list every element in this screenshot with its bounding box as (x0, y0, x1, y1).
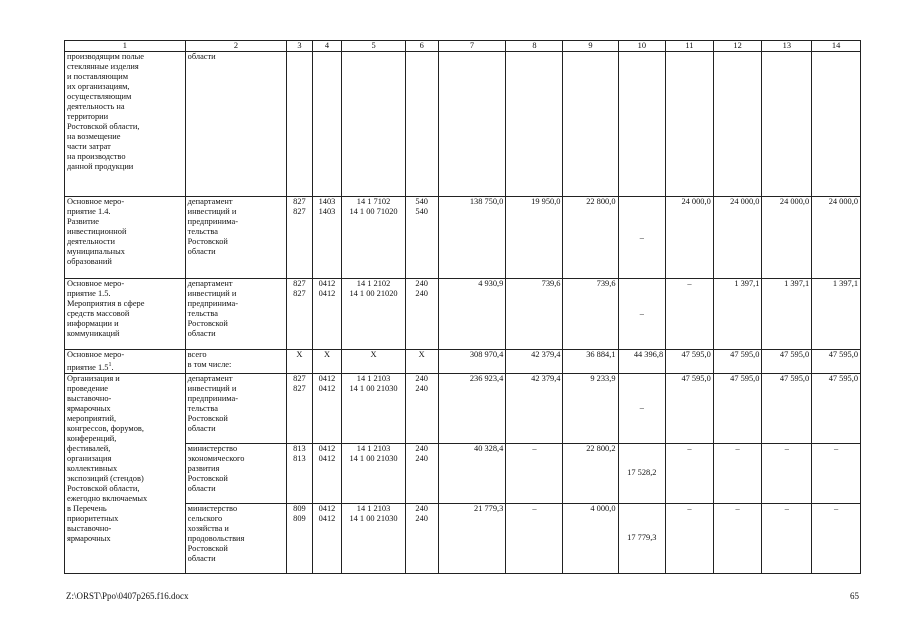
empty-cell (812, 52, 861, 197)
rzpr-cell: 0412 0412 (312, 373, 342, 443)
value-cell: 22 800,2 (563, 443, 618, 503)
csr-cell: 14 1 2103 14 1 00 21030 (342, 503, 406, 573)
header-cell: 13 (762, 41, 812, 52)
value-cell: – (713, 443, 762, 503)
empty-cell (506, 52, 563, 197)
value-cell: 42 379,4 (506, 373, 563, 443)
grbs-cell: 827 827 (287, 279, 312, 350)
value-cell: 24 000,0 (762, 197, 812, 279)
value-cell: – (762, 443, 812, 503)
value-cell: 47 595,0 (713, 350, 762, 374)
value-cell: – (506, 443, 563, 503)
value-cell: – (666, 503, 714, 573)
value-cell: – (666, 443, 714, 503)
executor-cell: министерство экономического развития Ростовской области (185, 443, 287, 503)
empty-cell (713, 52, 762, 197)
total-cell: 21 779,3 (438, 503, 506, 573)
total-cell: 308 970,4 (438, 350, 506, 374)
superscript: 1 (108, 362, 112, 368)
grbs-cell: 827 827 (287, 373, 312, 443)
header-cell: 10 (618, 41, 666, 52)
header-row (65, 41, 861, 52)
value-cell: 17 528,2 (618, 443, 666, 503)
total-cell: 40 328,4 (438, 443, 506, 503)
executor-cell: департамент инвестиций и предпринима- тельства Ростовской области (185, 279, 287, 350)
value-cell: 22 800,0 (563, 197, 618, 279)
empty-cell (438, 52, 506, 197)
table-row (65, 279, 861, 350)
executor-cell: департамент инвестиций и предпринима- тельства Ростовской области (185, 197, 287, 279)
header-cell: 7 (438, 41, 506, 52)
value-cell: – (713, 503, 762, 573)
value-cell: 9 233,9 (563, 373, 618, 443)
csr-cell: 14 1 7102 14 1 00 71020 (342, 197, 406, 279)
empty-cell (287, 52, 312, 197)
header-cell: 11 (666, 41, 714, 52)
grbs-cell: 813 813 (287, 443, 312, 503)
executor-cell: всего в том числе: (185, 350, 287, 374)
vr-cell: 240 240 (405, 503, 438, 573)
page-number: 65 (850, 591, 859, 601)
measure-name-cell: Основное меро- приятие 1.4. Развитие инвестиционной деятельности муниципальных образований (65, 197, 186, 279)
header-cell: 12 (713, 41, 762, 52)
value-cell: 1 397,1 (762, 279, 812, 350)
vr-cell: 540 540 (405, 197, 438, 279)
vr-cell: 240 240 (405, 443, 438, 503)
header-cell: 6 (405, 41, 438, 52)
grbs-cell: Х (287, 350, 312, 374)
executor-cell: министерство сельского хозяйства и продовольствия Ростовской области (185, 503, 287, 573)
rzpr-cell: 0412 0412 (312, 443, 342, 503)
measure-name-cell (65, 350, 186, 374)
value-cell: 47 595,0 (762, 373, 812, 443)
header-cell: 2 (185, 41, 287, 52)
value-cell: 24 000,0 (812, 197, 861, 279)
header-cell: 8 (506, 41, 563, 52)
value-cell: 36 884,1 (563, 350, 618, 374)
csr-cell: 14 1 2102 14 1 00 21020 (342, 279, 406, 350)
value-cell: 24 000,0 (666, 197, 714, 279)
header-cell: 3 (287, 41, 312, 52)
empty-cell (563, 52, 618, 197)
measure-name-cell: производящим полые стеклянные изделия и поставляющим их организациям, осуществляющим деятельность на территории Ростовской области, на возмещение части затрат на производство данной продукции (65, 52, 186, 197)
empty-cell (312, 52, 342, 197)
vr-cell: Х (405, 350, 438, 374)
header-cell: 5 (342, 41, 406, 52)
rzpr-cell: 0412 0412 (312, 279, 342, 350)
value-cell: – (762, 503, 812, 573)
total-cell: 236 923,4 (438, 373, 506, 443)
value-cell: – (618, 279, 666, 350)
value-cell: 739,6 (506, 279, 563, 350)
header-cell: 4 (312, 41, 342, 52)
value-cell: – (812, 503, 861, 573)
value-cell: 47 595,0 (666, 373, 714, 443)
measure-name-dot: . (111, 362, 114, 372)
vr-cell: 240 240 (405, 373, 438, 443)
table-row (65, 197, 861, 279)
value-cell: 47 595,0 (812, 350, 861, 374)
empty-cell (666, 52, 714, 197)
empty-cell (342, 52, 406, 197)
rzpr-cell: Х (312, 350, 342, 374)
measure-name-cell: Организация и проведение выставочно- ярмарочных мероприятий, конгрессов, форумов, конференций, фестивалей, организация коллективных экспозиций (стендов) Ростовской области, ежегодно включаемых в Перечень приоритетных выставочно- ярмарочных (65, 373, 186, 573)
file-path: Z:\ORST\Ppo\0407p265.f16.docx (66, 591, 189, 601)
rzpr-cell: 0412 0412 (312, 503, 342, 573)
executor-cell: области (185, 52, 287, 197)
table-row (65, 52, 861, 197)
empty-cell (618, 52, 666, 197)
value-cell: 19 950,0 (506, 197, 563, 279)
header-cell: 14 (812, 41, 861, 52)
csr-cell: 14 1 2103 14 1 00 21030 (342, 443, 406, 503)
value-cell: – (506, 503, 563, 573)
header-cell: 1 (65, 41, 186, 52)
total-cell: 138 750,0 (438, 197, 506, 279)
grbs-cell: 809 809 (287, 503, 312, 573)
csr-cell: 14 1 2103 14 1 00 21030 (342, 373, 406, 443)
value-cell: 17 779,3 (618, 503, 666, 573)
value-cell: 739,6 (563, 279, 618, 350)
value-cell: 47 595,0 (713, 373, 762, 443)
value-cell: 24 000,0 (713, 197, 762, 279)
value-cell: – (618, 197, 666, 279)
measure-name-cell: Основное меро- приятие 1.5. Мероприятия в сфере средств массовой информации и коммуникаций (65, 279, 186, 350)
measure-name-line: Основное меро- (67, 350, 125, 359)
value-cell: 44 396,8 (618, 350, 666, 374)
total-cell: 4 930,9 (438, 279, 506, 350)
grbs-cell: 827 827 (287, 197, 312, 279)
budget-table (64, 40, 861, 574)
empty-cell (762, 52, 812, 197)
table-row (65, 373, 861, 443)
executor-cell: департамент инвестиций и предпринима- тельства Ростовской области (185, 373, 287, 443)
table-row (65, 350, 861, 374)
value-cell: 42 379,4 (506, 350, 563, 374)
rzpr-cell: 1403 1403 (312, 197, 342, 279)
value-cell: 1 397,1 (812, 279, 861, 350)
value-cell: – (812, 443, 861, 503)
value-cell: 47 595,0 (666, 350, 714, 374)
vr-cell: 240 240 (405, 279, 438, 350)
csr-cell: Х (342, 350, 406, 374)
measure-name-line: приятие 1.5 (67, 362, 109, 372)
value-cell: – (618, 373, 666, 443)
value-cell: 1 397,1 (713, 279, 762, 350)
header-cell: 9 (563, 41, 618, 52)
value-cell: 47 595,0 (812, 373, 861, 443)
value-cell: 4 000,0 (563, 503, 618, 573)
value-cell: – (666, 279, 714, 350)
empty-cell (405, 52, 438, 197)
value-cell: 47 595,0 (762, 350, 812, 374)
